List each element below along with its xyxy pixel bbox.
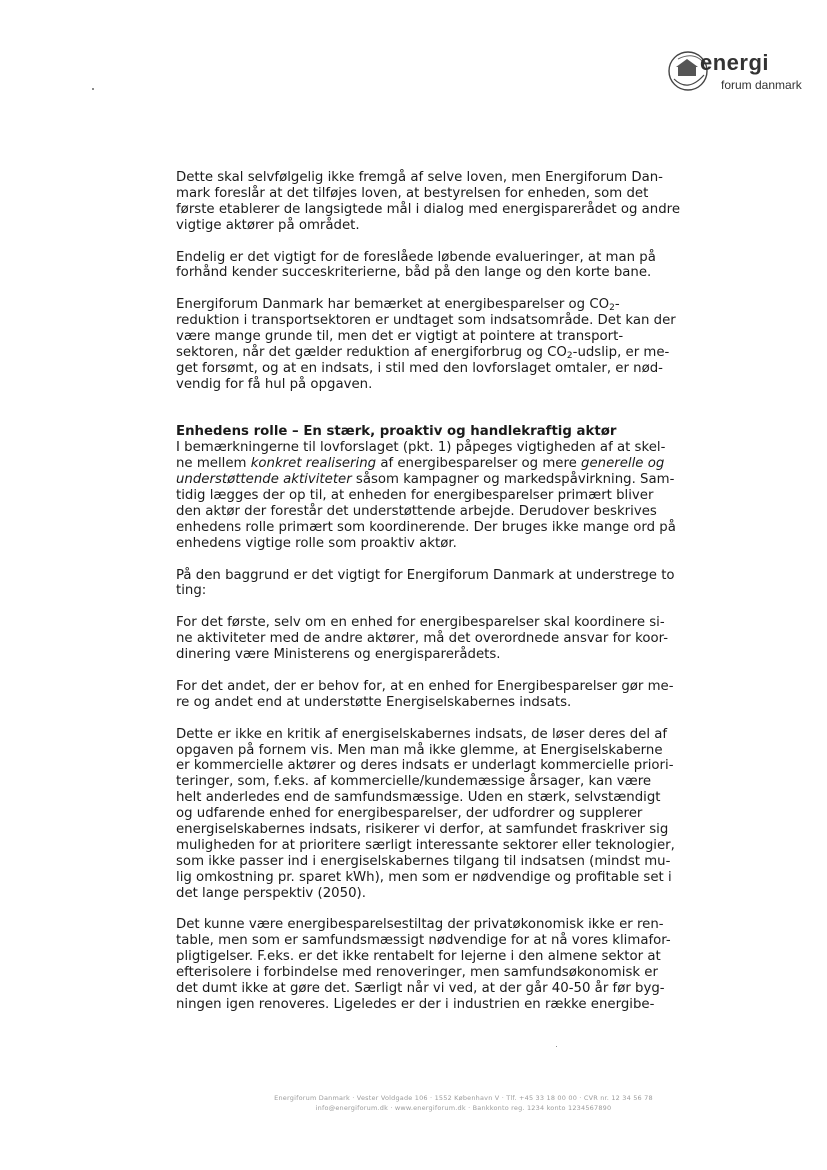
logo-brand-name: energi bbox=[700, 50, 770, 75]
footer-line-1: Energiforum Danmark · Vester Voldgade 106 · 1552 København V · Tlf. +45 33 18 00 00 · CVR nr. 12 34 56 78 bbox=[274, 1094, 653, 1102]
text-line: være mange grunde til, men det er vigtigt at pointere at transport- bbox=[176, 329, 624, 345]
text-line: table, men som er samfundsmæssigt nødvendige for at nå vores klimafor- bbox=[176, 933, 671, 949]
text-line: muligheden for at prioritere særligt interessante sektorer eller teknologier, bbox=[176, 837, 675, 853]
text-line: Dette skal selvfølgelig ikke fremgå af selve loven, men Energiforum Dan- bbox=[176, 170, 663, 185]
text-line: ting: bbox=[176, 583, 207, 599]
text-line: På den baggrund er det vigtigt for Energiforum Danmark at understrege to bbox=[176, 567, 675, 583]
text-line: Dette er ikke en kritik af energiselskabernes indsats, de løser deres del af bbox=[176, 726, 668, 742]
text-line: For det første, selv om en enhed for energibesparelser skal koordinere si- bbox=[176, 615, 665, 631]
text-line: det lange perspektiv (2050). bbox=[176, 885, 366, 901]
text-line: opgaven på fornem vis. Men man må ikke glemme, at Energiselskaberne bbox=[176, 742, 663, 758]
text-line: sektoren, når det gælder reduktion af energiforbrug og $CO_2$-udslip, er me- bbox=[176, 344, 670, 361]
text-line: Det kunne være energibesparelsestiltag der privatøkonomisk ikke er ren- bbox=[176, 917, 664, 933]
text-line: energiselskabernes indsats, risikerer vi derfor, at samfundet fraskriver sig bbox=[176, 822, 669, 838]
text-line: ningen igen renoveres. Ligeledes er der i industrien en række energibe- bbox=[176, 996, 655, 1012]
text-line: reduktion i transportsektoren er undtaget som indsatsområde. Det kan der bbox=[176, 313, 676, 329]
text-line: enhedens vigtige rolle som proaktiv aktør. bbox=[176, 535, 457, 551]
text-line: helt anderledes end de samfundsmæssige. Uden en stærk, selvstændigt bbox=[176, 790, 661, 806]
letter-body bbox=[176, 170, 681, 1013]
footer-line-2: info@energiforum.dk · www.energiforum.dk · Bankkonto reg. 1234 konto 1234567890 bbox=[315, 1104, 612, 1112]
text-line: vendig for få hul på opgaven. bbox=[176, 376, 373, 392]
text-line: efterisolere i forbindelse med renoveringer, men samfundsøkonomisk er bbox=[176, 965, 658, 981]
text-line: Energiforum Danmark har bemærket at energibesparelser og $CO_2-$ bbox=[176, 297, 620, 314]
text-line: ne aktiviteter med de andre aktører, må det overordnede ansvar for koor- bbox=[176, 631, 669, 647]
text-line: første etablerer de langsigtede mål i dialog med energisparerådet og andre bbox=[176, 201, 681, 217]
section-heading: Enhedens rolle – En stærk, proaktiv og handlekraftig aktør bbox=[176, 424, 617, 440]
scan-mark bbox=[556, 1046, 557, 1047]
energiforum-logo bbox=[666, 49, 816, 99]
text-line: enhedens rolle primært som koordinerende. Der bruges ikke mange ord på bbox=[176, 519, 676, 535]
text-line: re og andet end at understøtte Energiselskabernes indsats. bbox=[176, 694, 572, 710]
text-line: det dumt ikke at gøre det. Særligt når vi ved, at der går 40-50 år før byg- bbox=[176, 981, 665, 997]
text-line: Endelig er det vigtigt for de foreslåede løbende evalueringer, at man på bbox=[176, 249, 656, 265]
scan-mark bbox=[92, 88, 94, 90]
text-line: og udfarende enhed for energibesparelser, der udfordrer og supplerer bbox=[176, 806, 643, 822]
logo-brand-sub: forum danmark bbox=[721, 78, 802, 92]
text-line: den aktør der forestår det understøttende arbejde. Derudover beskrives bbox=[176, 503, 657, 519]
text-line: pligtigelser. F.eks. er det ikke rentabelt for lejerne i den almene sektor at bbox=[176, 949, 661, 965]
text-line: ne mellem konkret realisering af energibesparelser og mere generelle og bbox=[176, 456, 665, 472]
text-line: lig omkostning pr. sparet kWh), men som er nødvendige og profitable set i bbox=[176, 869, 672, 885]
text-line: I bemærkningerne til lovforslaget (pkt. 1) påpeges vigtigheden af at skel- bbox=[176, 440, 666, 456]
text-line: teringer, som, f.eks. af kommercielle/kundemæssige årsager, kan være bbox=[176, 774, 652, 790]
text-line: For det andet, der er behov for, at en enhed for Energibesparelser gør me- bbox=[176, 678, 674, 694]
text-line: understøttende aktiviteter såsom kampagner og markedspåvirkning. Sam- bbox=[176, 472, 675, 488]
text-line: som ikke passer ind i energiselskabernes tilgang til indsatsen (mindst mu- bbox=[176, 853, 671, 869]
text-line: vigtige aktører på området. bbox=[176, 217, 360, 233]
text-line: tidig lægges der op til, at enheden for energibesparelser primært bliver bbox=[176, 488, 654, 504]
text-line: dinering være Ministerens og energisparerådets. bbox=[176, 647, 501, 663]
text-line: er kommercielle aktører og deres indsats er underlagt kommercielle priori- bbox=[176, 758, 674, 774]
text-line: get forsømt, og at en indsats, i stil med den lovforslaget omtaler, er nød- bbox=[176, 360, 663, 376]
text-line: forhånd kender succeskriterierne, båd på den lange og den korte bane. bbox=[176, 265, 652, 281]
text-line: mark foreslår at det tilføjes loven, at bestyrelsen for enheden, som det bbox=[176, 185, 649, 201]
